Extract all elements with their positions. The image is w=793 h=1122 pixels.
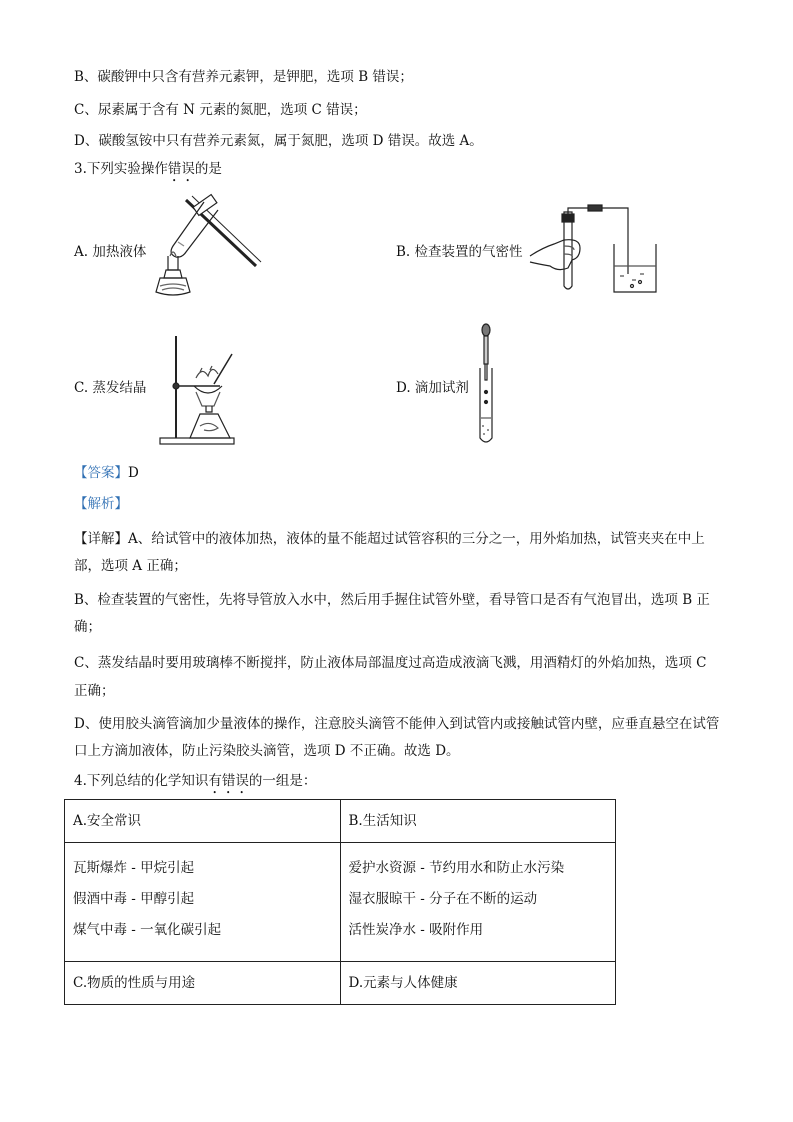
table-cell-c-head: C.物质的性质与用途: [65, 962, 341, 1005]
detail-paragraph-b: B、检查装置的气密性，先将导管放入水中，然后用手握住试管外壁，看导管口是否有气泡冒出，选项 B 正确；: [74, 592, 710, 635]
answer-line: [74, 464, 139, 482]
detail-paragraph-c: C、蒸发结晶时要用玻璃棒不断搅拌，防止液体局部温度过高造成液滴飞溅，用酒精灯的外焰加热，选项 C 正确；: [74, 655, 707, 699]
dropper-figure: [470, 322, 500, 446]
table-b-item: 湿衣服晾干 - 分子在不断的运动: [348, 891, 538, 907]
question-3-stem: [74, 160, 222, 185]
knowledge-table: [64, 799, 616, 1005]
table-cell-b-body: [340, 843, 616, 962]
heating-liquid-figure: [148, 194, 268, 306]
q3-option-c-label: C. 蒸发结晶: [74, 380, 147, 396]
q3-stem-emphasis: 错误: [167, 161, 195, 177]
question-4-stem: [74, 772, 316, 797]
table-a-item: 瓦斯爆炸 - 甲烷引起: [73, 860, 195, 876]
table-cell-b-head: B.生活知识: [340, 800, 616, 843]
answer-tag: 【答案】: [74, 465, 128, 481]
table-b-item: 爱护水资源 - 节约用水和防止水污染: [348, 860, 565, 876]
analysis-tag: 【解析】: [74, 496, 128, 512]
detail-tag: 【详解】: [74, 531, 128, 547]
q4-stem-prefix: 4.下列总结的化学知识: [74, 773, 209, 789]
q3-option-a-label: A. 加热液体: [74, 244, 147, 260]
q4-stem-emphasis: 有错误: [208, 773, 249, 789]
q3-option-d-label: D. 滴加试剂: [396, 380, 469, 396]
detail-a-text: A、给试管中的液体加热，液体的量不能超过试管容积的三分之一，用外焰加热，试管夹夹在中上部，选项 A 正确；: [74, 531, 705, 574]
table-b-item: 活性炭净水 - 吸附作用: [348, 922, 484, 938]
q4-stem-suffix: 的一组是：: [248, 773, 317, 789]
table-cell-d-head: D.元素与人体健康: [340, 962, 616, 1005]
table-cell-a-head: A.安全常识: [65, 800, 341, 843]
evaporation-figure: [156, 330, 238, 446]
q3-option-b-label: B. 检查装置的气密性: [396, 244, 523, 260]
table-a-item: 假酒中毒 - 甲醇引起: [73, 891, 195, 907]
table-a-item: 煤气中毒 - 一氧化碳引起: [73, 922, 222, 938]
q3-stem-prefix: 3.下列实验操作: [74, 161, 168, 177]
detail-paragraph-d: D、使用胶头滴管滴加少量液体的操作，注意胶头滴管不能伸入到试管内或接触试管内壁，应垂直悬空在试管口上方滴加液体，防止污染胶头滴管，选项 D 不正确。故选 D。: [74, 716, 720, 759]
prev-answer-line-d: D、碳酸氢铵中只有营养元素氮，属于氮肥，选项 D 错误。故选 A。: [74, 133, 483, 149]
detail-paragraph-a: [74, 526, 722, 580]
table-cell-a-body: [65, 843, 341, 962]
q3-stem-suffix: 的是: [194, 161, 222, 177]
answer-value: D: [128, 465, 139, 481]
prev-answer-line-b: B、碳酸钾中只含有营养元素钾，是钾肥，选项 B 错误；: [74, 69, 413, 85]
prev-answer-line-c: C、尿素属于含有 N 元素的氮肥，选项 C 错误；: [74, 102, 367, 118]
air-tightness-figure: [528, 200, 660, 296]
